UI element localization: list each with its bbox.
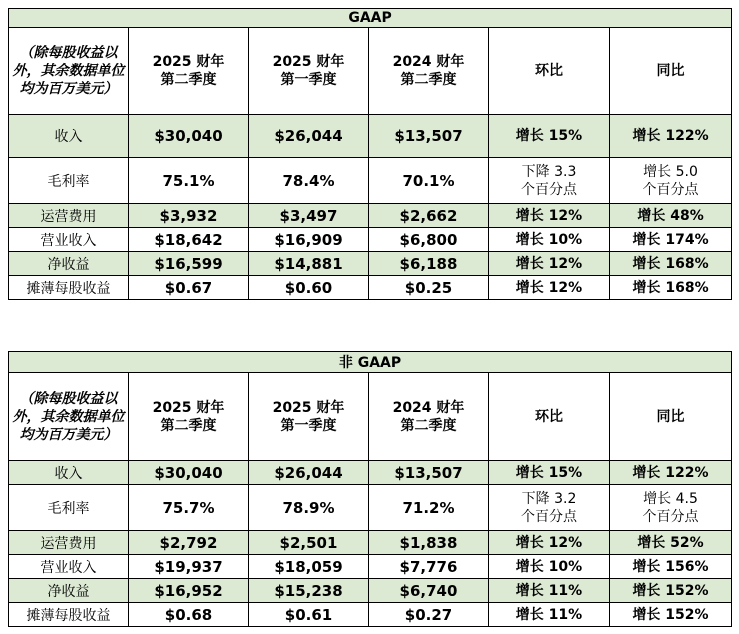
- qoq-cell: 增长 11%: [489, 603, 610, 627]
- row-label: 毛利率: [9, 158, 129, 204]
- value-cell: $6,740: [369, 579, 489, 603]
- table-row: [9, 252, 732, 276]
- value-cell: $16,952: [129, 579, 249, 603]
- yoy-cell: 增长 122%: [610, 461, 732, 485]
- qoq-cell: 增长 12%: [489, 276, 610, 300]
- value-cell: 75.7%: [129, 485, 249, 531]
- value-cell: $2,501: [249, 531, 369, 555]
- row-label: 摊薄每股收益: [9, 603, 129, 627]
- value-cell: $2,662: [369, 204, 489, 228]
- value-cell: $26,044: [249, 115, 369, 158]
- row-label: 摊薄每股收益: [9, 276, 129, 300]
- yoy-cell: 增长 122%: [610, 115, 732, 158]
- value-cell: $18,059: [249, 555, 369, 579]
- col-header: 2024 财年 第二季度: [369, 373, 489, 461]
- table-row: [9, 603, 732, 627]
- table-row: [9, 158, 732, 204]
- row-label: 营业收入: [9, 555, 129, 579]
- value-cell: $0.27: [369, 603, 489, 627]
- value-cell: $3,497: [249, 204, 369, 228]
- col-header: 环比: [489, 28, 610, 115]
- non-gaap-table: [8, 351, 732, 627]
- value-cell: 71.2%: [369, 485, 489, 531]
- table-title: 非 GAAP: [9, 352, 732, 373]
- qoq-cell: 增长 12%: [489, 252, 610, 276]
- value-cell: $15,238: [249, 579, 369, 603]
- value-cell: 75.1%: [129, 158, 249, 204]
- value-cell: $16,909: [249, 228, 369, 252]
- col-header: 同比: [610, 373, 732, 461]
- qoq-cell: 下降 3.3 个百分点: [489, 158, 610, 204]
- value-cell: $26,044: [249, 461, 369, 485]
- value-cell: $0.25: [369, 276, 489, 300]
- col-header: 2025 财年 第一季度: [249, 373, 369, 461]
- value-cell: $19,937: [129, 555, 249, 579]
- unit-note: （除每股收益以外，其余数据单位均为百万美元）: [9, 373, 129, 461]
- col-header: 2025 财年 第二季度: [129, 28, 249, 115]
- row-label: 运营费用: [9, 531, 129, 555]
- table-row: [9, 531, 732, 555]
- yoy-cell: 增长 174%: [610, 228, 732, 252]
- qoq-cell: 增长 12%: [489, 531, 610, 555]
- col-header: 2025 财年 第二季度: [129, 373, 249, 461]
- qoq-cell: 增长 11%: [489, 579, 610, 603]
- table-row: [9, 204, 732, 228]
- qoq-cell: 增长 12%: [489, 204, 610, 228]
- qoq-cell: 增长 15%: [489, 461, 610, 485]
- row-label: 运营费用: [9, 204, 129, 228]
- col-header: 同比: [610, 28, 732, 115]
- value-cell: $13,507: [369, 461, 489, 485]
- value-cell: $0.67: [129, 276, 249, 300]
- unit-note: （除每股收益以外，其余数据单位均为百万美元）: [9, 28, 129, 115]
- yoy-cell: 增长 48%: [610, 204, 732, 228]
- col-header: 环比: [489, 373, 610, 461]
- qoq-cell: 下降 3.2 个百分点: [489, 485, 610, 531]
- value-cell: 78.9%: [249, 485, 369, 531]
- qoq-cell: 增长 15%: [489, 115, 610, 158]
- yoy-cell: 增长 5.0 个百分点: [610, 158, 732, 204]
- table-title: GAAP: [9, 9, 732, 28]
- row-label: 毛利率: [9, 485, 129, 531]
- qoq-cell: 增长 10%: [489, 555, 610, 579]
- table-row: [9, 228, 732, 252]
- table-row: [9, 485, 732, 531]
- value-cell: $13,507: [369, 115, 489, 158]
- yoy-cell: 增长 168%: [610, 252, 732, 276]
- yoy-cell: 增长 152%: [610, 603, 732, 627]
- value-cell: $3,932: [129, 204, 249, 228]
- yoy-cell: 增长 156%: [610, 555, 732, 579]
- col-header: 2024 财年 第二季度: [369, 28, 489, 115]
- yoy-cell: 增长 152%: [610, 579, 732, 603]
- value-cell: $14,881: [249, 252, 369, 276]
- table-row: [9, 115, 732, 158]
- table-row: [9, 461, 732, 485]
- col-header: 2025 财年 第一季度: [249, 28, 369, 115]
- row-label: 净收益: [9, 579, 129, 603]
- value-cell: $0.61: [249, 603, 369, 627]
- row-label: 营业收入: [9, 228, 129, 252]
- value-cell: $7,776: [369, 555, 489, 579]
- row-label: 收入: [9, 115, 129, 158]
- table-row: [9, 555, 732, 579]
- yoy-cell: 增长 168%: [610, 276, 732, 300]
- value-cell: $18,642: [129, 228, 249, 252]
- yoy-cell: 增长 4.5 个百分点: [610, 485, 732, 531]
- value-cell: $1,838: [369, 531, 489, 555]
- value-cell: $0.68: [129, 603, 249, 627]
- value-cell: $30,040: [129, 115, 249, 158]
- value-cell: $0.60: [249, 276, 369, 300]
- value-cell: $2,792: [129, 531, 249, 555]
- yoy-cell: 增长 52%: [610, 531, 732, 555]
- value-cell: 78.4%: [249, 158, 369, 204]
- value-cell: $16,599: [129, 252, 249, 276]
- qoq-cell: 增长 10%: [489, 228, 610, 252]
- table-row: [9, 276, 732, 300]
- row-label: 净收益: [9, 252, 129, 276]
- gaap-table: [8, 8, 732, 300]
- table-row: [9, 579, 732, 603]
- row-label: 收入: [9, 461, 129, 485]
- value-cell: $30,040: [129, 461, 249, 485]
- value-cell: 70.1%: [369, 158, 489, 204]
- value-cell: $6,800: [369, 228, 489, 252]
- value-cell: $6,188: [369, 252, 489, 276]
